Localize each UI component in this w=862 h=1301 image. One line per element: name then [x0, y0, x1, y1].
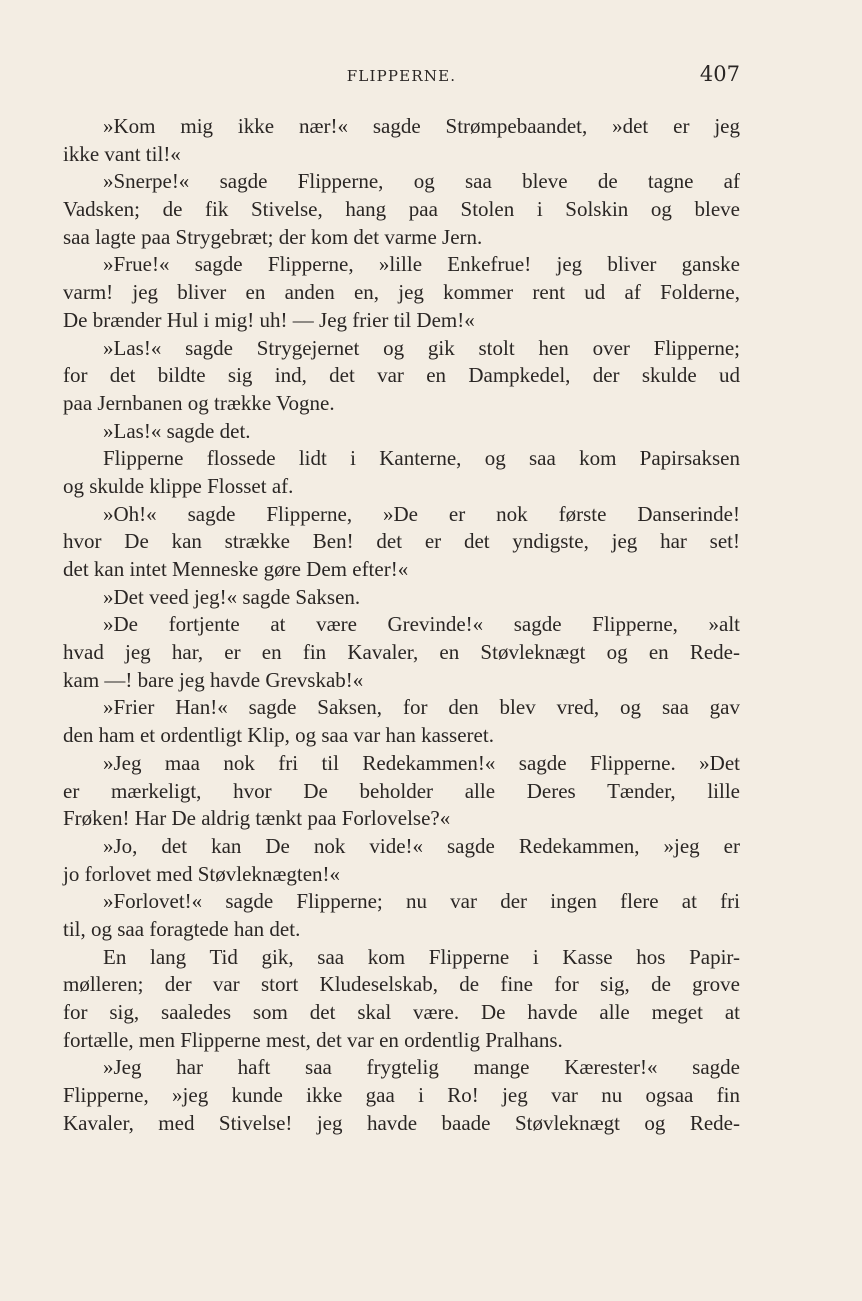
- text-line: til, og saa foragtede han det.: [63, 916, 301, 941]
- text-line: »Oh!« sagde Flipperne, »De er nok første Danserinde!: [103, 501, 740, 526]
- text-line: Kavaler, med Stivelse! jeg havde baade Støvleknægt og Rede-: [63, 1110, 740, 1135]
- text-line: »Frier Han!« sagde Saksen, for den blev vred, og saa gav: [103, 695, 740, 720]
- body-text: [63, 113, 740, 1137]
- text-line: fortælle, men Flipperne mest, det var en ordentlig Pralhans.: [63, 1027, 563, 1052]
- text-line: paa Jernbanen og trække Vogne.: [63, 390, 335, 415]
- text-line: »Las!« sagde det.: [103, 418, 251, 443]
- running-title: FLIPPERNE.: [346, 67, 457, 85]
- text-line: for sig, saaledes som det skal være. De havde alle meget at: [63, 1000, 740, 1024]
- text-line: Flipperne flossede lidt i Kanterne, og saa kom Papirsaksen: [103, 446, 740, 471]
- text-line: jo forlovet med Støvleknægten!«: [63, 861, 341, 886]
- text-line: »Det veed jeg!« sagde Saksen.: [103, 584, 361, 609]
- text-line: det kan intet Menneske gøre Dem efter!«: [63, 557, 409, 581]
- text-line: »Forlovet!« sagde Flipperne; nu var der ingen flere at fri: [103, 889, 740, 914]
- text-line: »Frue!« sagde Flipperne, »lille Enkefrue! jeg bliver ganske: [103, 252, 740, 277]
- text-line: saa lagte paa Strygebræt; der kom det varme Jern.: [63, 224, 483, 249]
- text-line: »Kom mig ikke nær!« sagde Strømpebaandet, »det er jeg: [103, 114, 740, 138]
- text-line: hvad jeg har, er en fin Kavaler, en Støvleknægt og en Rede-: [63, 640, 740, 665]
- text-line: kam —! bare jeg havde Grevskab!«: [63, 667, 364, 692]
- text-line: for det bildte sig ind, det var en Dampkedel, der skulde ud: [63, 363, 740, 388]
- text-line: og skulde klippe Flosset af.: [63, 473, 294, 498]
- text-line: varm! jeg bliver en anden en, jeg kommer rent ud af Folderne,: [63, 280, 740, 305]
- text-line: den ham et ordentligt Klip, og saa var han kasseret.: [63, 723, 494, 748]
- text-line: »Jeg maa nok fri til Redekammen!« sagde Flipperne. »Det: [103, 750, 740, 775]
- text-line: Frøken! Har De aldrig tænkt paa Forlovelse?«: [63, 806, 451, 831]
- text-line: er mærkeligt, hvor De beholder alle Deres Tænder, lille: [63, 778, 740, 803]
- text-line: »De fortjente at være Grevinde!« sagde Flipperne, »alt: [103, 612, 740, 637]
- running-head: [63, 62, 740, 92]
- text-line: »Jeg har haft saa frygtelig mange Kærester!« sagde: [103, 1055, 740, 1080]
- text-line: »Las!« sagde Strygejernet og gik stolt hen over Flipperne;: [103, 335, 740, 360]
- text-line: Vadsken; de fik Stivelse, hang paa Stolen i Solskin og bleve: [63, 197, 740, 222]
- text-line: »Snerpe!« sagde Flipperne, og saa bleve de tagne af: [103, 169, 740, 194]
- page-number: 407: [699, 62, 740, 86]
- text-line: De brænder Hul i mig! uh! — Jeg frier til Dem!«: [63, 307, 475, 332]
- text-line: »Jo, det kan De nok vide!« sagde Redekammen, »jeg er: [103, 833, 740, 858]
- text-line: mølleren; der var stort Kludeselskab, de fine for sig, de grove: [63, 972, 740, 997]
- text-line: hvor De kan strække Ben! det er det yndigste, jeg har set!: [63, 529, 740, 554]
- text-line: En lang Tid gik, saa kom Flipperne i Kasse hos Papir-: [103, 944, 740, 969]
- text-line: ikke vant til!«: [63, 141, 181, 166]
- text-line: Flipperne, »jeg kunde ikke gaa i Ro! jeg var nu ogsaa fin: [63, 1083, 740, 1108]
